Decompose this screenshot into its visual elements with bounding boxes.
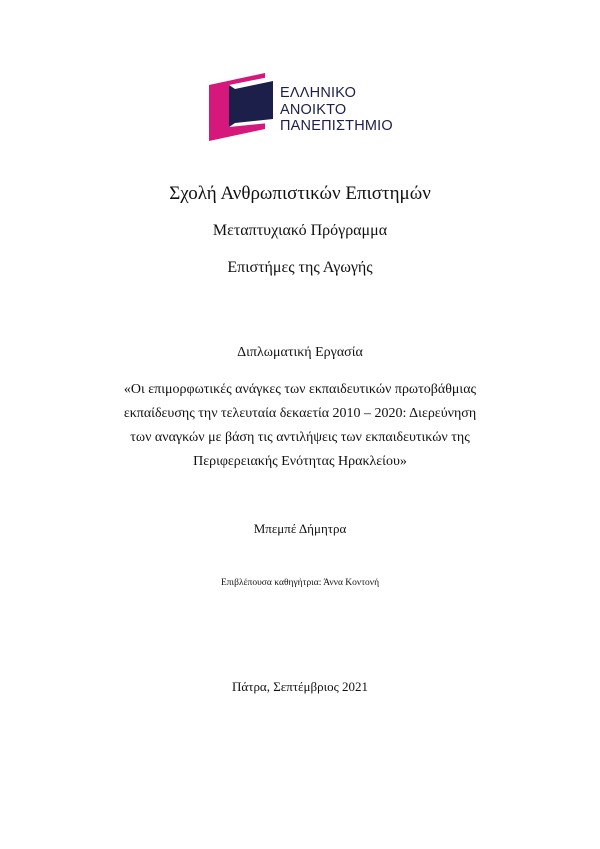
thesis-title-line-3: των αναγκών με βάση τις αντιλήψεις των εκπαιδευτικών της bbox=[130, 430, 470, 445]
program-name: Μεταπτυχιακό Πρόγραμμα bbox=[212, 222, 388, 239]
university-emblem-icon bbox=[207, 71, 277, 143]
university-name bbox=[280, 85, 393, 135]
thesis-title-line-4: Περιφερειακής Ενότητας Ηρακλείου» bbox=[193, 454, 407, 469]
thesis-title-line-1: «Οι επιμορφωτικές ανάγκες των εκπαιδευτικών πρωτοβάθμιας bbox=[123, 382, 477, 397]
thesis-label: Διπλωματική Εργασία bbox=[237, 345, 363, 360]
place-date: Πάτρα, Σεπτέμβριος 2021 bbox=[232, 679, 368, 694]
specialty-name: Επιστήμες της Αγωγής bbox=[227, 259, 373, 276]
author-name: Μπεμπέ Δήμητρα bbox=[253, 521, 347, 536]
school-name: Σχολή Ανθρωπιστικών Επιστημών bbox=[169, 183, 431, 204]
thesis-title-line-2: εκπαίδευσης την τελευταία δεκαετία 2010 – 2020: Διερεύνηση bbox=[123, 406, 477, 421]
university-logo bbox=[207, 71, 407, 143]
thesis-title bbox=[0, 378, 600, 474]
logo-line-3: ΠΑΝΕΠΙΣΤΗΜΙΟ bbox=[280, 118, 393, 134]
supervisor-line: Επιβλέπουσα καθηγήτρια: Άννα Κοντονή bbox=[220, 578, 380, 588]
logo-line-1: ΕΛΛΗΝΙΚΟ bbox=[280, 85, 357, 101]
logo-line-2: ΑΝΟΙΚΤΟ bbox=[280, 101, 347, 118]
